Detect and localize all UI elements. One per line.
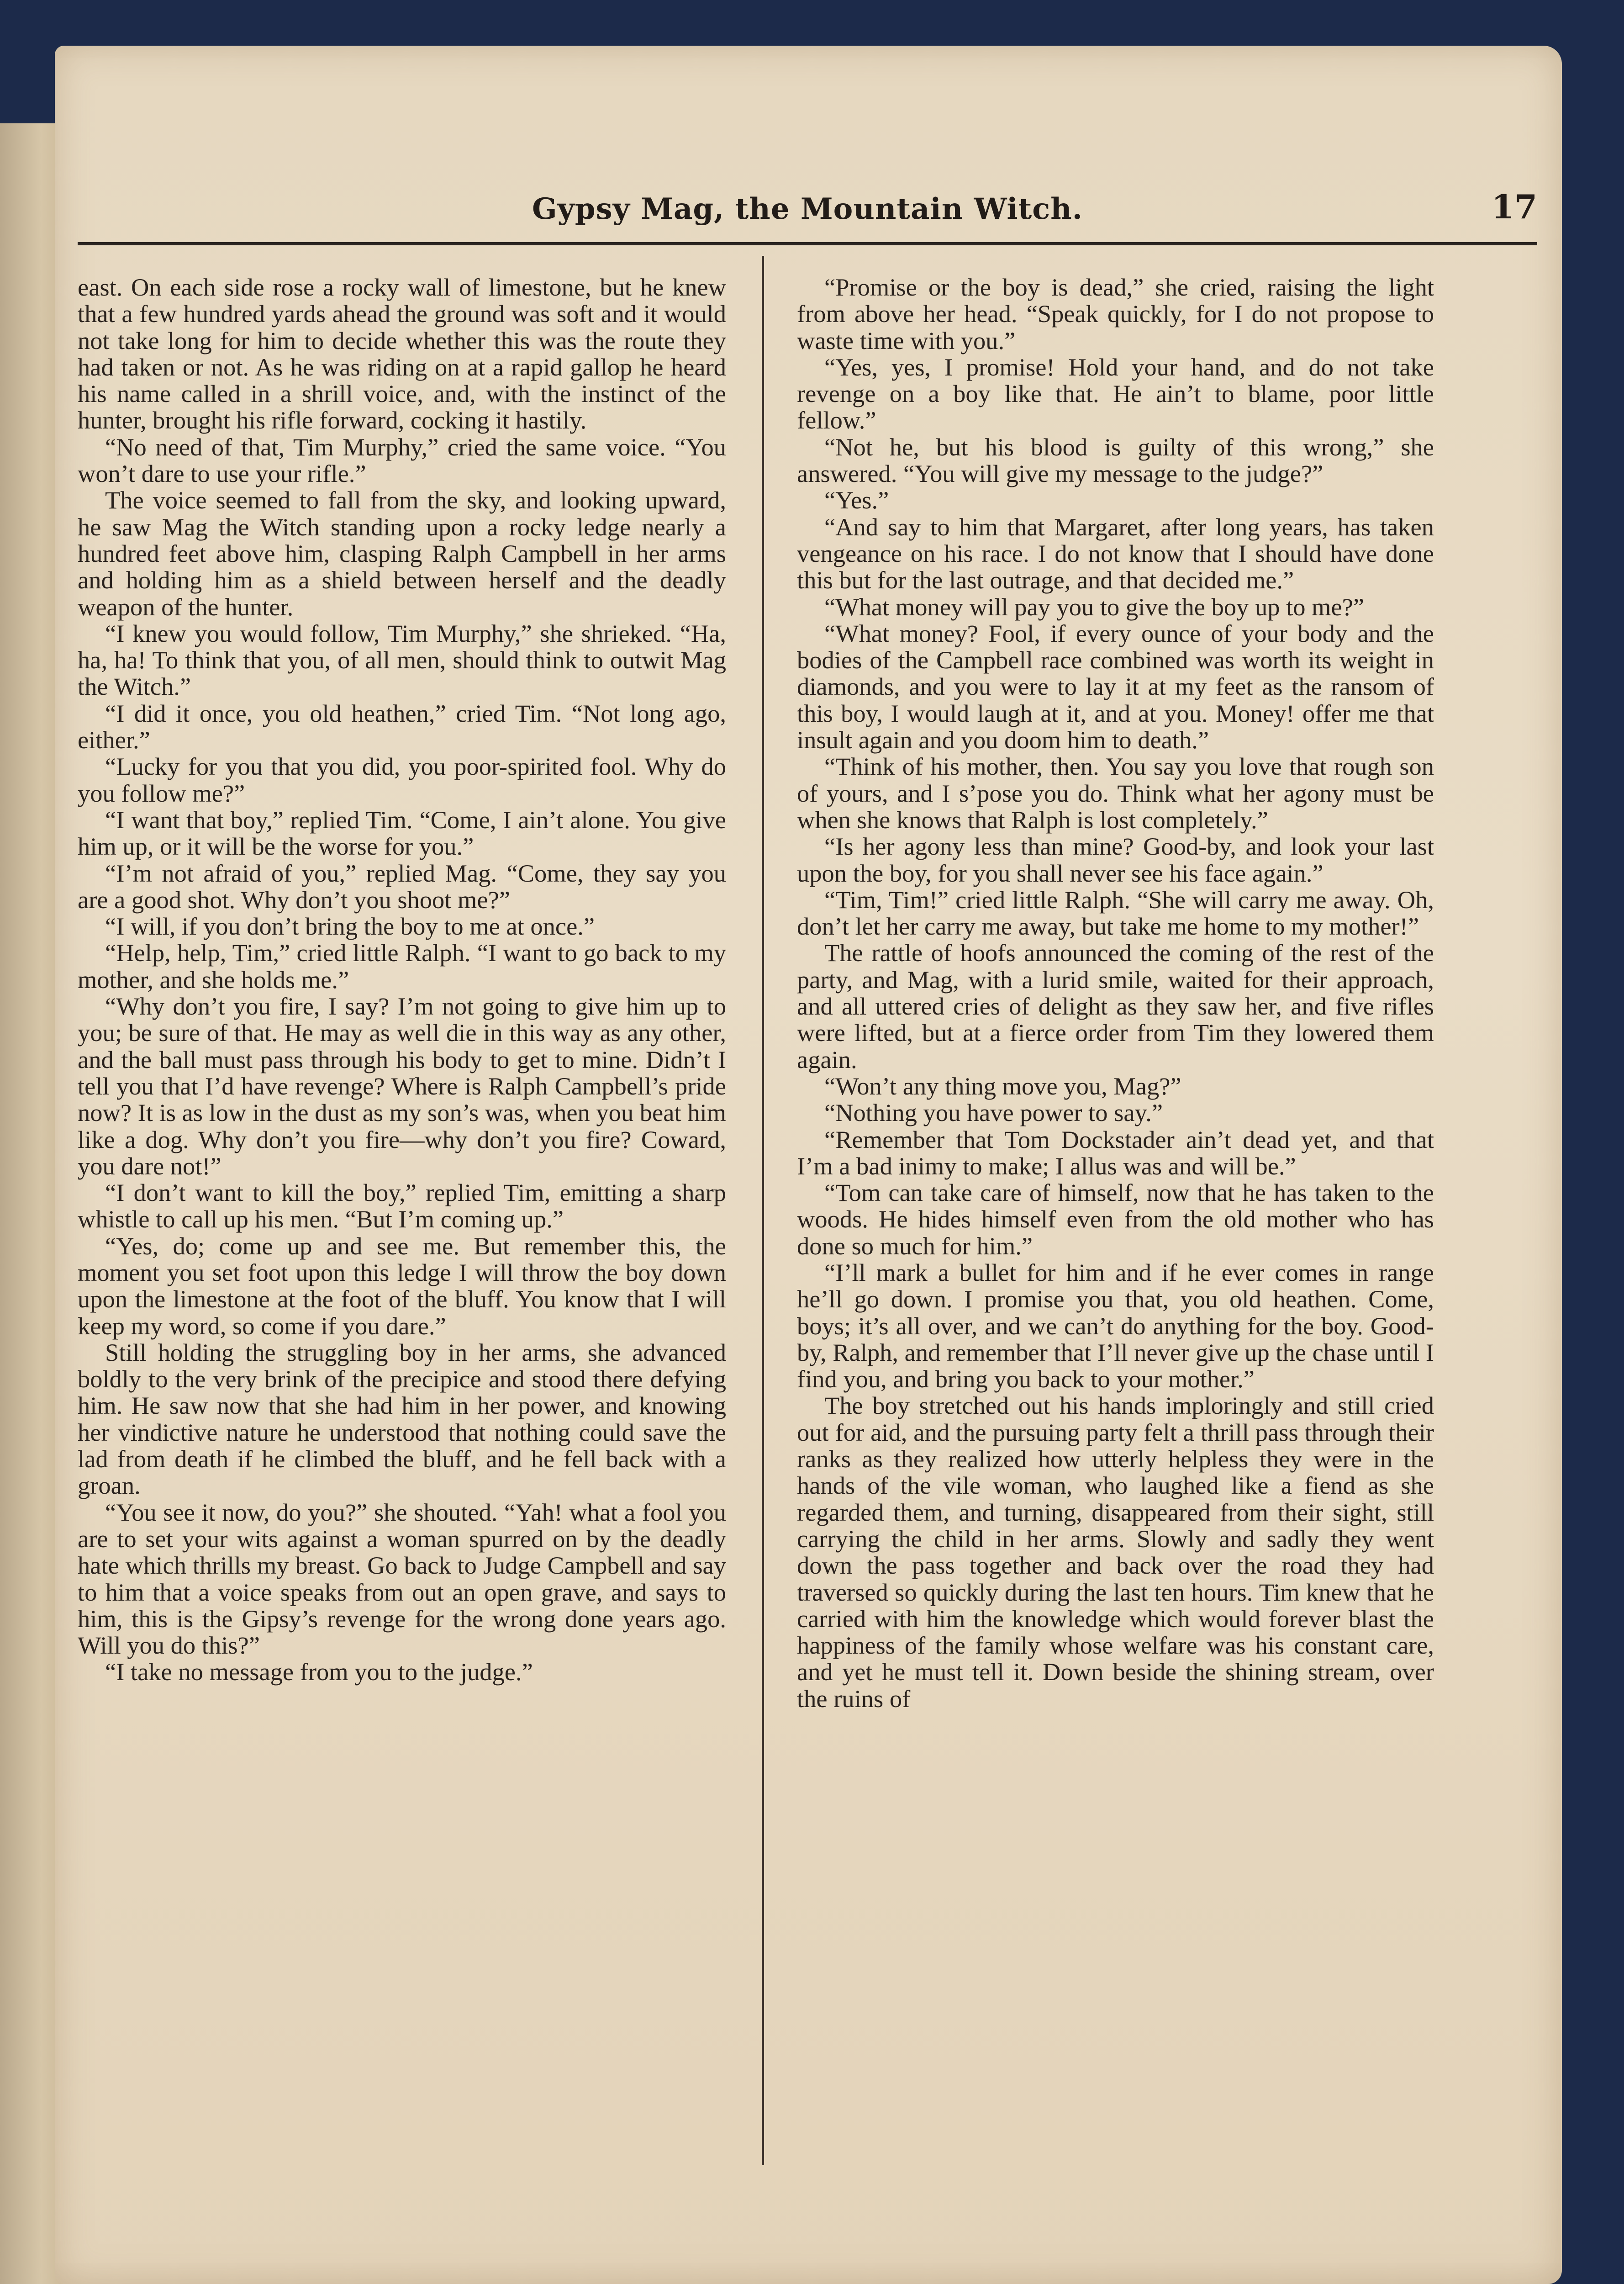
page-header [78, 137, 1537, 245]
paragraph: “I did it once, you old heathen,” cried Tim. “Not long ago, either.” [78, 699, 726, 754]
paragraph: “I knew you would follow, Tim Murphy,” she shrieked. “Ha, ha, ha! To think that you, of all men, should think to outwit Mag the Witch.” [78, 619, 726, 701]
column-divider [762, 256, 764, 2165]
paragraph: “Yes, yes, I promise! Hold your hand, and do not take revenge on a boy like that. He ain’t to blame, poor little fellow.” [797, 353, 1434, 434]
left-column [78, 274, 726, 2170]
paragraph: “I take no message from you to the judge.” [105, 1658, 533, 1686]
paragraph: “Tom can take care of himself, now that he has taken to the woods. He hides himself even from the old mother who has done so much for him.” [797, 1179, 1434, 1260]
paragraph: east. On each side rose a rocky wall of limestone, but he knew that a few hundred yards ahead the ground was soft and it would not take long for him to decide whether this was the route they had taken or not. As he was riding on at a rapid gallop he heard his name called in a shrill voice, and, with the instinct of the hunter, brought his rifle forward, cocking it hastily. [78, 273, 726, 434]
paragraph: “Not he, but his blood is guilty of this wrong,” she answered. “You will give my message to the judge?” [797, 433, 1434, 488]
paragraph: “Won’t any thing move you, Mag?” [824, 1072, 1181, 1100]
page-number: 17 [1491, 187, 1537, 226]
paragraph: “I’ll mark a bullet for him and if he ever comes in range he’ll go down. I promise you that, you old heathen. Come, boys; it’s all over, and we can’t do anything for the boy. Good-by, Ralph, and remember that I’ll never give up the chase until I find you, and bring you back to your mother.” [797, 1258, 1434, 1393]
paragraph: “Yes.” [824, 486, 889, 514]
paragraph: “No need of that, Tim Murphy,” cried the same voice. “You won’t dare to use your rifle.” [78, 433, 726, 488]
paragraph: “Why don’t you fire, I say? I’m not going to give him up to you; be sure of that. He may as well die in this way as any other, and the ball must pass through his body to get to mine. Didn’t I tell you that I’d have revenge? Where is Ralph Campbell’s pride now? It is as low in the dust as my son’s was, when you beat him like a dog. Why don’t you fire—why don’t you fire? Coward, you dare not!” [78, 992, 726, 1180]
paragraph: “I don’t want to kill the boy,” replied Tim, emitting a sharp whistle to call up his men. “But I’m coming up.” [78, 1179, 726, 1233]
paragraph: “Remember that Tom Dockstader ain’t dead yet, and that I’m a bad inimy to make; I allus was and will be.” [797, 1125, 1434, 1180]
paragraph: Still holding the struggling boy in her arms, she advanced boldly to the very brink of the precipice and stood there defying him. He saw now that she had him in her power, and knowing her vindictive nature he understood that nothing could save the lad from death if he climbed the bluff, and he fell back with a groan. [78, 1338, 726, 1500]
paragraph: “You see it now, do you?” she shouted. “Yah! what a fool you are to set your wits against a woman spurred on by the deadly hate which thrills my breast. Go back to Judge Campbell and say to him that a voice speaks from out an open grave, and says to him, this is the Gipsy’s revenge for the wrong done years ago. Will you do this?” [78, 1498, 726, 1660]
paragraph: “Lucky for you that you did, you poor-spirited fool. Why do you follow me?” [78, 752, 726, 807]
paragraph: “Nothing you have power to say.” [824, 1099, 1163, 1127]
paragraph: “Help, help, Tim,” cried little Ralph. “I want to go back to my mother, and she holds me.” [78, 939, 726, 994]
paragraph: “I will, if you don’t bring the boy to me at once.” [105, 912, 595, 941]
paragraph: “Think of his mother, then. You say you love that rough son of yours, and I s’pose you do. Think what her agony must be when she knows that Ralph is lost completely.” [797, 752, 1434, 834]
paragraph: “And say to him that Margaret, after long years, has taken vengeance on his race. I do not know that I should have done this but for the last outrage, and that decided me.” [797, 513, 1434, 594]
right-column [797, 274, 1434, 2170]
paragraph: “What money will pay you to give the boy up to me?” [824, 592, 1365, 621]
paragraph: The boy stretched out his hands imploringly and still cried out for aid, and the pursuing party felt a thrill pass through their ranks as they realized how utterly helpless they were in the hands of the vile woman, who laughed like a fiend as she regarded them, and turning, disappeared from their sight, still carrying the child in her arms. Slowly and sadly they went down the pass together and back over the road they had traversed so quickly during the last ten hours. Tim knew that he carried with him the knowledge which would forever blast the happiness of the family whose welfare was his constant care, and yet he must tell it. Down beside the shining stream, over the ruins of [797, 1391, 1434, 1713]
paragraph: “Yes, do; come up and see me. But remember this, the moment you set foot upon this ledge I will throw the boy down upon the limestone at the foot of the bluff. You know that I will keep my word, so come if you dare.” [78, 1232, 726, 1340]
running-title: Gypsy Mag, the Mountain Witch. [532, 192, 1083, 226]
paragraph: “I’m not afraid of you,” replied Mag. “Come, they say you are a good shot. Why don’t you shoot me?” [78, 859, 726, 914]
paragraph: “I want that boy,” replied Tim. “Come, I ain’t alone. You give him up, or it will be the worse for you.” [78, 805, 726, 861]
paragraph: “What money? Fool, if every ounce of your body and the bodies of the Campbell race combined was worth its weight in diamonds, and you were to lay it at my feet as the ransom of this boy, I would laugh at it, and at you. Money! offer me that insult again and you doom him to death.” [797, 619, 1434, 754]
paragraph: “Tim, Tim!” cried little Ralph. “She will carry me away. Oh, don’t let her carry me away, but take me home to my mother!” [797, 885, 1434, 941]
paragraph: The rattle of hoofs announced the coming of the rest of the party, and Mag, with a lurid smile, waited for their approach, and all uttered cries of delight as they saw her, and five rifles were lifted, but at a fierce order from Tim they lowered them again. [797, 939, 1434, 1073]
paragraph: The voice seemed to fall from the sky, and looking upward, he saw Mag the Witch standing upon a rocky ledge nearly a hundred feet above him, clasping Ralph Campbell in her arms and holding him as a shield between herself and the deadly weapon of the hunter. [78, 486, 726, 621]
paragraph: “Is her agony less than mine? Good-by, and look your last upon the boy, for you shall never see his face again.” [797, 832, 1434, 887]
paragraph: “Promise or the boy is dead,” she cried, raising the light from above her head. “Speak quickly, for I do not propose to waste time with you.” [797, 273, 1434, 354]
